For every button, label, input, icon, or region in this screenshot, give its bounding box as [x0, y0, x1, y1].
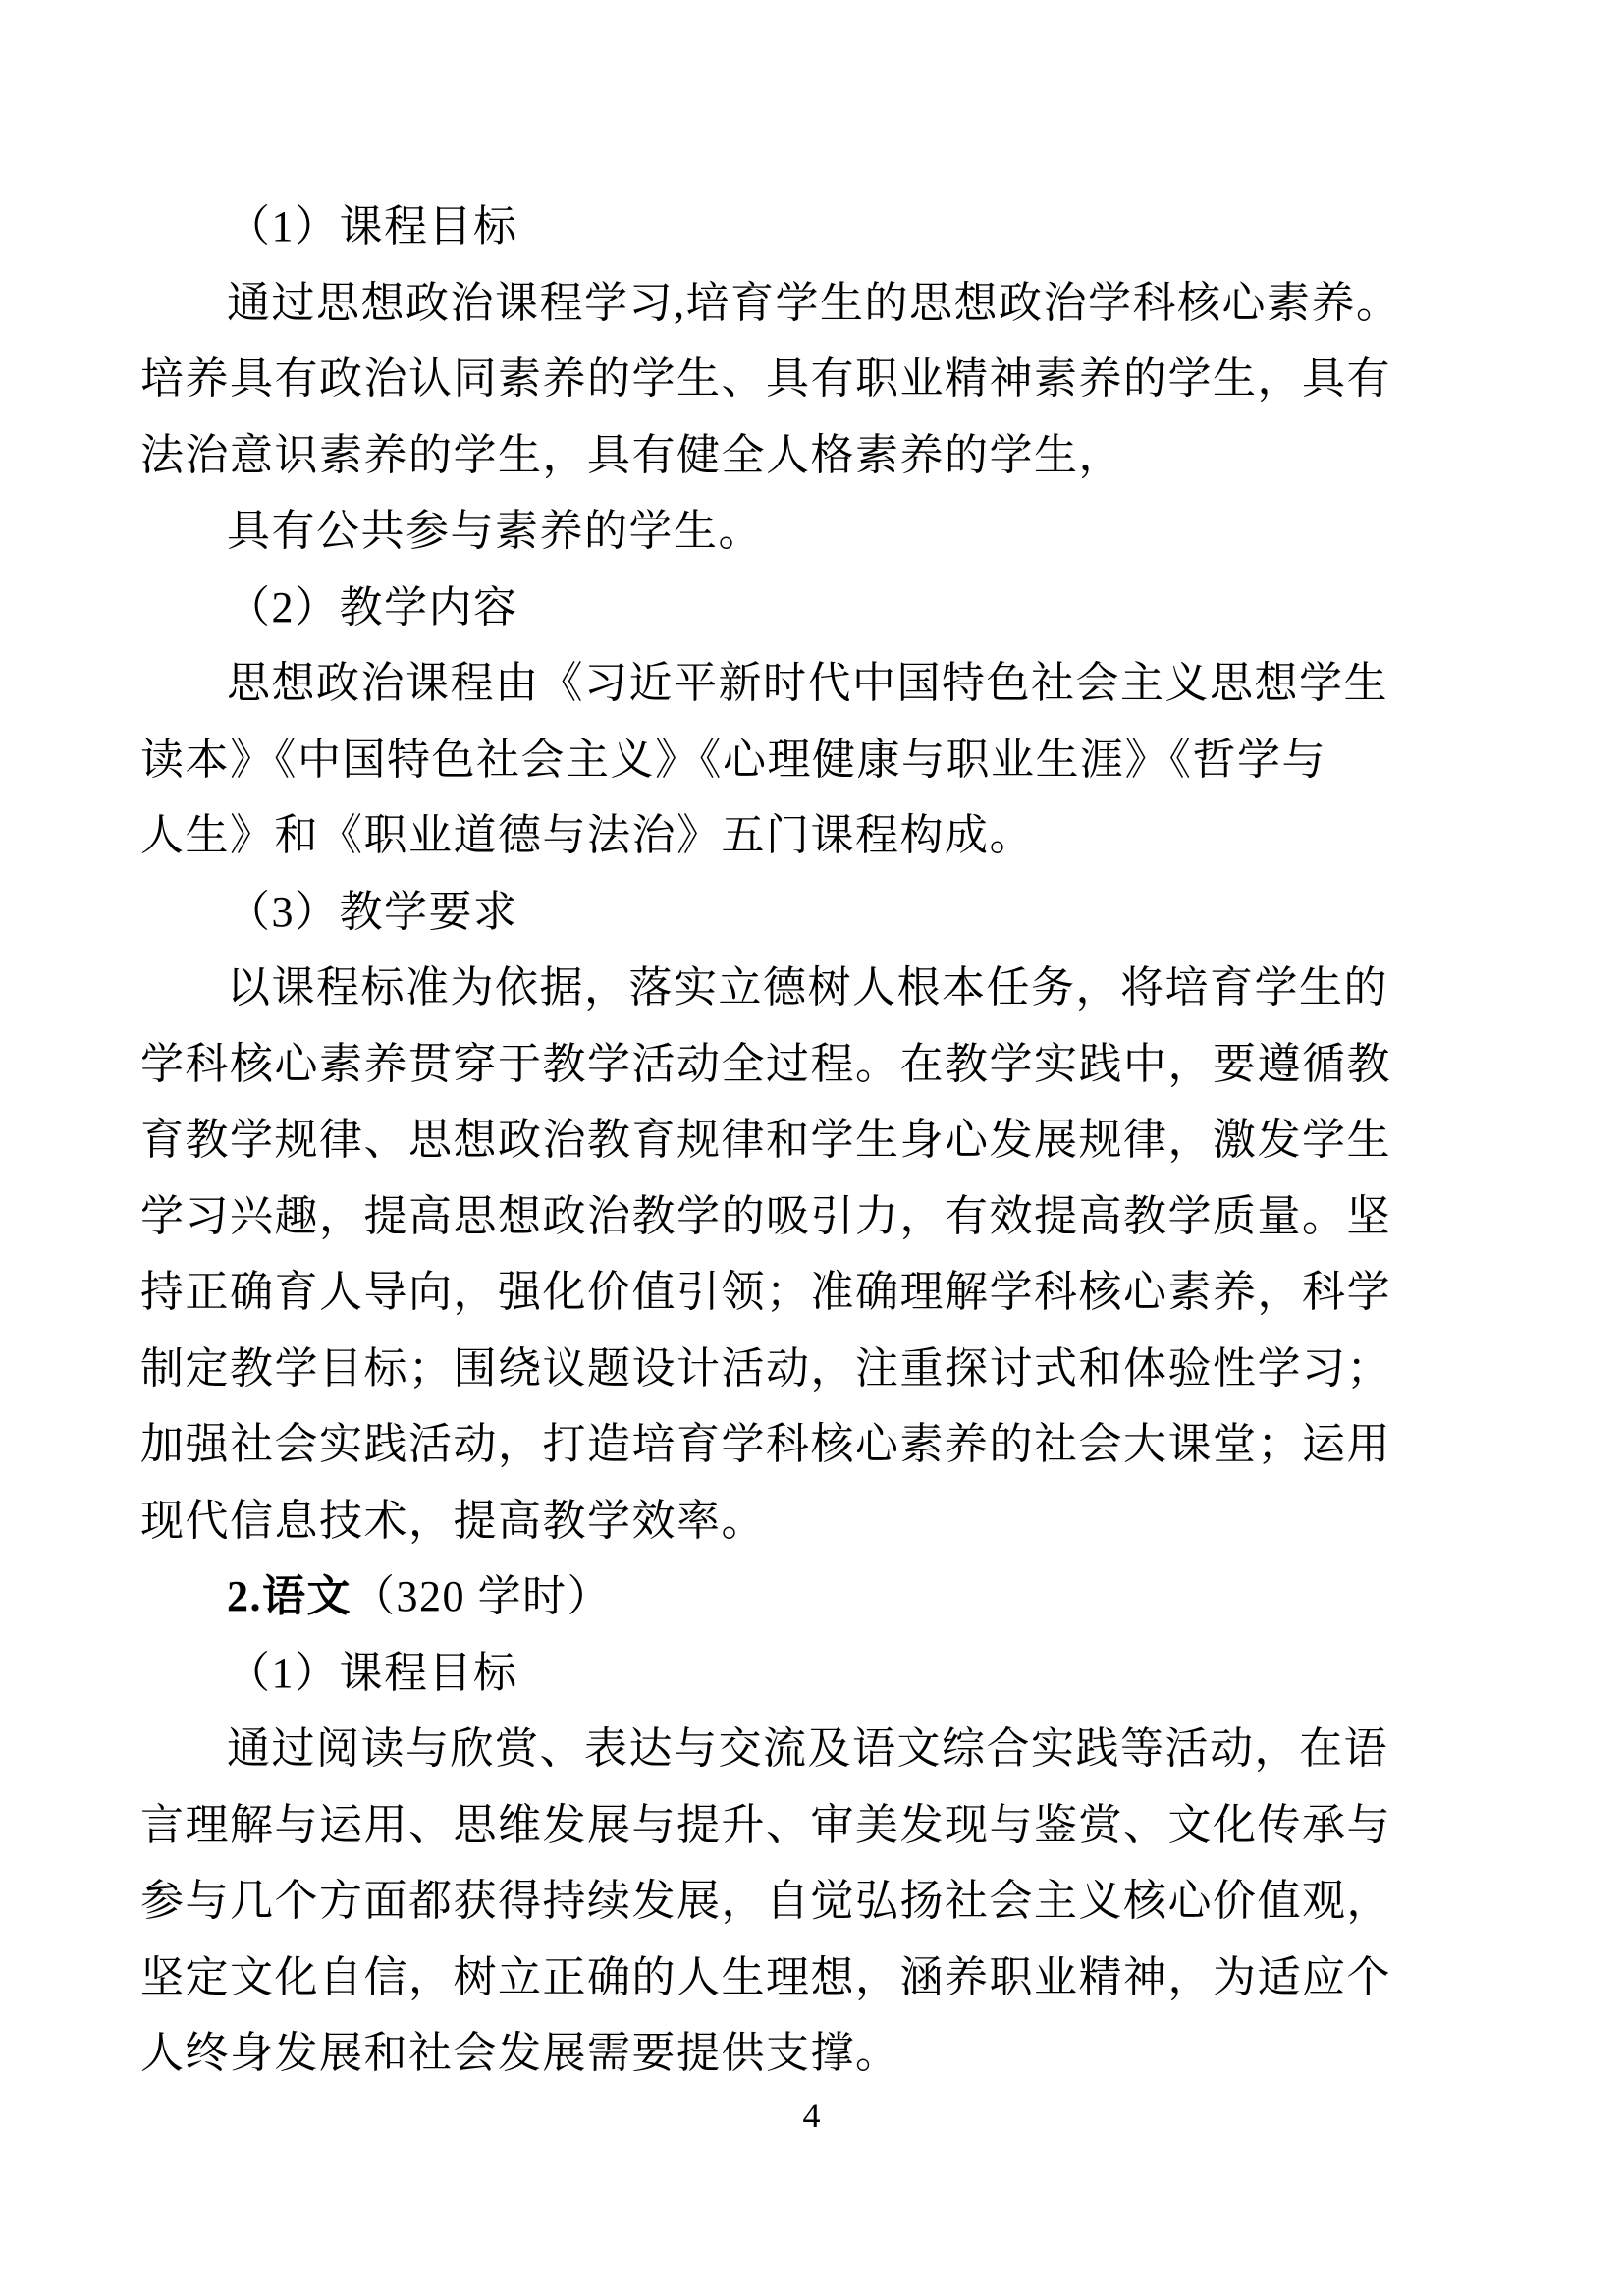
- text-line: 人生》和《职业道德与法治》五门课程构成。: [140, 811, 1034, 859]
- page-number: 4: [802, 2096, 821, 2135]
- section-heading-line: 2.语文（320 学时）: [227, 1572, 612, 1620]
- text-line: 现代信息技术，提高教学效率。: [140, 1496, 766, 1545]
- text-line: 人终身发展和社会发展需要提供支撑。: [140, 2029, 900, 2077]
- heading-bold-text: 2.语文: [227, 1572, 352, 1620]
- text-line: 制定教学目标；围绕议题设计活动，注重探讨式和体验性学习；: [140, 1343, 1391, 1393]
- text-line: 法治意识素养的学生，具有健全人格素养的学生，: [140, 430, 1123, 479]
- text-line: 通过思想政治课程学习,培育学生的思想政治学科核心素养。: [227, 278, 1401, 327]
- text-line: 培养具有政治认同素养的学生、具有职业精神素养的学生，具有: [140, 355, 1391, 403]
- text-line: （1）课程目标: [227, 202, 518, 250]
- text-line: 读本》《中国特色社会主义》《心理健康与职业生涯》《哲学与: [140, 735, 1326, 784]
- text-line: （1）课程目标: [227, 1648, 518, 1697]
- text-line: 具有公共参与素养的学生。: [227, 507, 763, 555]
- text-line: 加强社会实践活动，打造培育学科核心素养的社会大课堂；运用: [140, 1420, 1391, 1468]
- text-line: 坚定文化自信，树立正确的人生理想，涵养职业精神，为适应个: [140, 1952, 1391, 2001]
- text-line: 学习兴趣，提高思想政治教学的吸引力，有效提高教学质量。坚: [140, 1191, 1391, 1240]
- text-line: 参与几个方面都获得持续发展，自觉弘扬社会主义核心价值观，: [140, 1877, 1391, 1925]
- text-line: （2）教学内容: [227, 582, 518, 631]
- text-line: 学科核心素养贯穿于教学活动全过程。在教学实践中，要遵循教: [140, 1039, 1391, 1088]
- text-line: 育教学规律、思想政治教育规律和学生身心发展规律，激发学生: [140, 1116, 1391, 1164]
- document-body: [140, 189, 1486, 2092]
- text-line: 通过阅读与欣赏、表达与交流及语文综合实践等活动，在语: [227, 1724, 1388, 1773]
- text-line: 以课程标准为依据，落实立德树人根本任务，将培育学生的: [227, 963, 1388, 1011]
- text-line: 言理解与运用、思维发展与提升、审美发现与鉴赏、文化传承与: [140, 1800, 1391, 1849]
- text-line: （3）教学要求: [227, 887, 518, 936]
- text-line: 思想政治课程由《习近平新时代中国特色社会主义思想学生: [227, 659, 1388, 707]
- text-line: 持正确育人导向，强化价值引领；准确理解学科核心素养，科学: [140, 1268, 1391, 1316]
